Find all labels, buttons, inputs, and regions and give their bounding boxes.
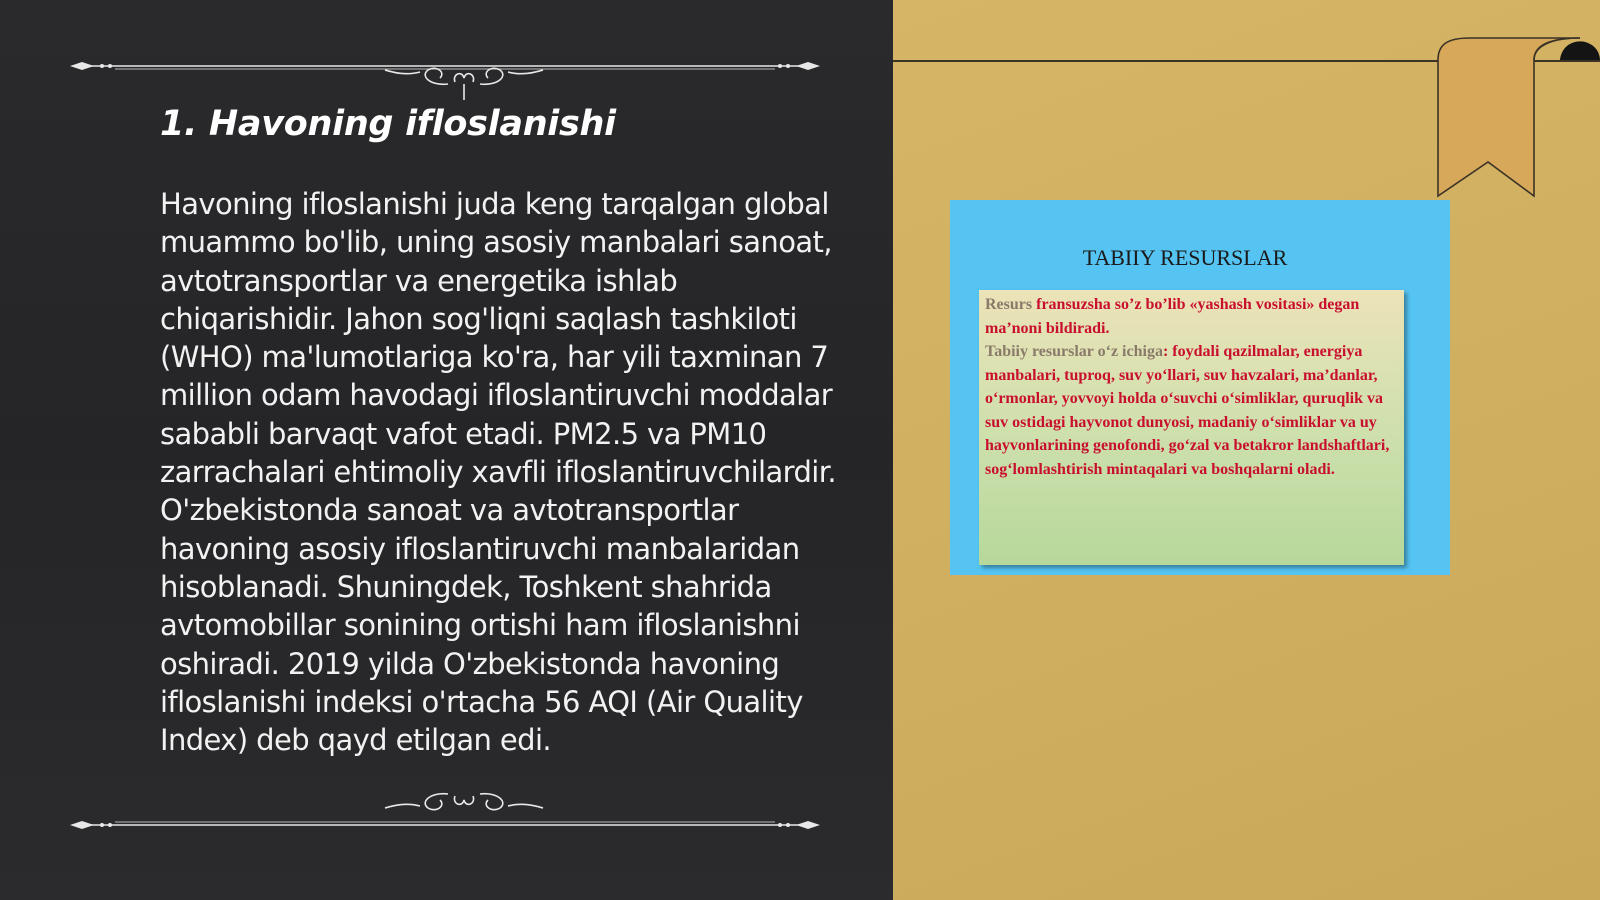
slide-title: 1. Havoning ifloslanishi [160,104,616,144]
ornament-bottom-icon [60,778,830,838]
note-term-resurs: Resurs [985,296,1033,313]
image-card-title: TABIIY RESURSLAR [1082,245,1288,270]
natural-resources-image [950,200,1450,575]
note-text-2: : foydali qazilmalar, energiya manbalari, tuproq, suv yo‘llari, suv havzalari, ma’danlar, o‘rmonlar, yovvoyi holda o‘suvchi o‘simliklar, quruqlik va suv ostidagi hayvonot dunyosi, madaniy o‘simliklar va uy hayvonlarining genofondi, go‘zal va betakror landshaftlari, sog‘lomlashtirish mintaqalari va boshqalarni oladi. [985,343,1390,478]
note-text-1: fransuzsha so’z bo’lib «yashash vositasi» degan ma’noni bildiradi. [985,296,1360,337]
bookmark-ribbon-icon [1430,30,1600,200]
ornament-top-icon [60,40,830,100]
image-card-note [979,290,1404,565]
note-term-tabiiy: Tabiiy resurslar o‘z ichiga [985,343,1163,360]
slide-body-text: Havoning ifloslanishi juda keng tarqalgan global muammo bo'lib, uning asosiy manbalari sanoat, avtotransportlar va energetika ishlab chiqarishidir. Jahon sog'liqni saqlash tashkiloti (WHO) ma'lumotlariga ko'ra, har yili taxminan 7 million odam havodagi ifloslantiruvchi moddalar sababli barvaqt vafot etadi. PM2.5 va PM10 zarrachalari ehtimoliy xavfli ifloslantiruvchilardir. O'zbekistonda sanoat va avtotransportlar havoning asosiy ifloslantiruvchi manbalaridan hisoblanadi. Shuningdek, Toshkent shahrida avtomobillar sonining ortishi ham ifloslanishni oshiradi. 2019 yilda O'zbekistonda havoning ifloslanishi indeksi o'rtacha 56 AQI (Air Quality Index) deb qayd etilgan edi. [160,187,837,758]
